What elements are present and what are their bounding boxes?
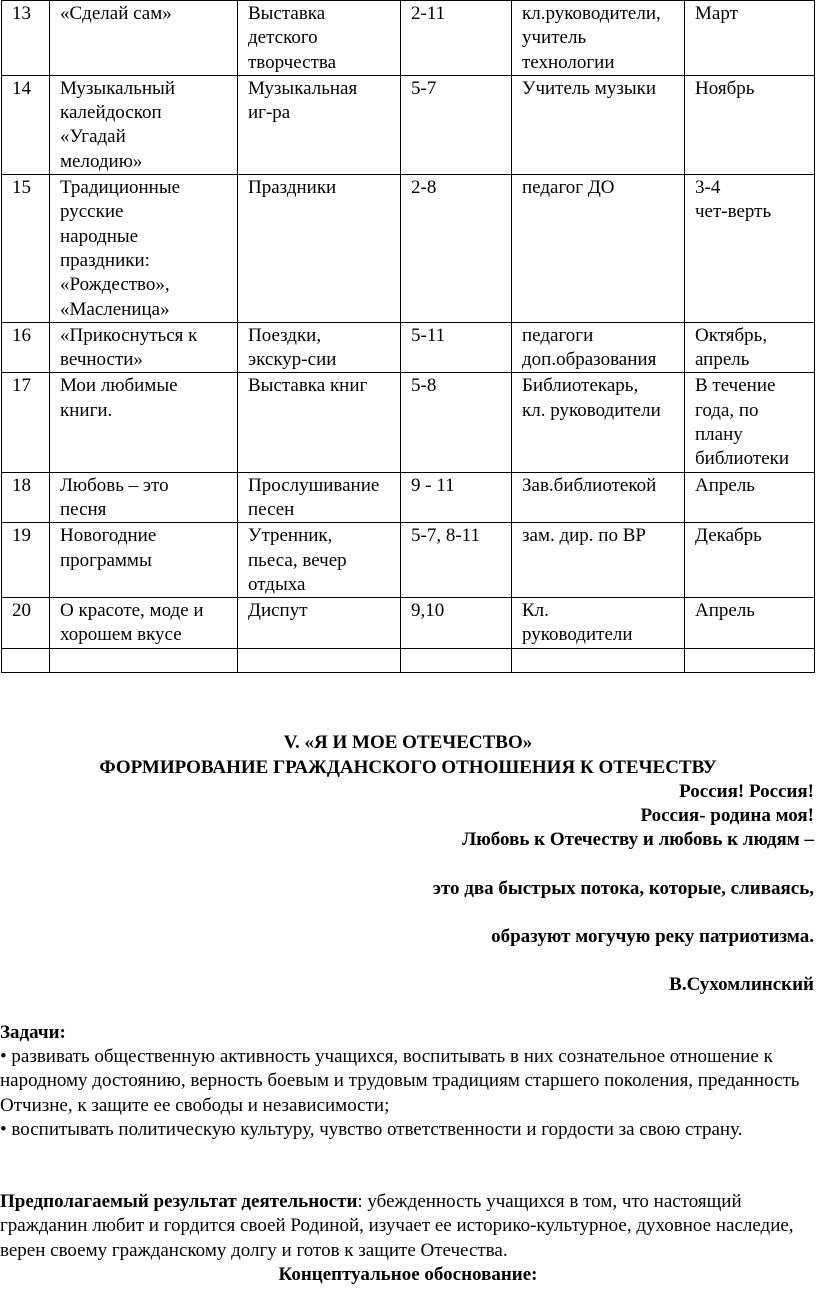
grades-cell: 2-8 xyxy=(401,175,512,323)
table-row xyxy=(2,1,815,76)
grades-cell: 9 - 11 xyxy=(401,472,512,523)
event-form-cell: Утренник, пьеса, вечер отдыха xyxy=(238,523,401,598)
row-number-cell xyxy=(2,648,50,672)
epigraph-line: Россия- родина моя! xyxy=(640,805,814,826)
event-title-cell: Традиционные русские народные праздники: «Рождество», «Масленица» xyxy=(50,175,238,323)
event-form-cell: Выставка книг xyxy=(238,373,401,472)
date-cell: Октябрь, апрель xyxy=(685,322,815,373)
responsible-cell: кл.руководители, учитель технологии xyxy=(512,1,685,76)
grades-cell xyxy=(401,648,512,672)
responsible-cell: Библиотекарь, кл. руководители xyxy=(512,373,685,472)
epigraph-line: это два быстрых потока, которые, сливаясь, xyxy=(432,878,814,899)
section-title: V. «Я И МОЕ ОТЕЧЕСТВО» xyxy=(283,732,533,753)
responsible-cell: Учитель музыки xyxy=(512,75,685,174)
date-cell: Апрель xyxy=(685,472,815,523)
date-cell: В течение года, по плану библиотеки xyxy=(685,373,815,472)
event-title-cell: Любовь – это песня xyxy=(50,472,238,523)
responsible-cell: педагог ДО xyxy=(512,175,685,323)
event-form-cell: Музыкальная иг-ра xyxy=(238,75,401,174)
events-table xyxy=(1,0,815,673)
event-title-cell: «Прикоснуться к вечности» xyxy=(50,322,238,373)
event-form-cell: Поездки, экскур-сии xyxy=(238,322,401,373)
table-row xyxy=(2,75,815,174)
responsible-cell: Кл. руководители xyxy=(512,598,685,649)
event-form-cell: Диспут xyxy=(238,598,401,649)
grades-cell: 5-8 xyxy=(401,373,512,472)
event-form-cell: Выставка детского творчества xyxy=(238,1,401,76)
expected-result-label: Предполагаемый результат деятельности xyxy=(0,1191,358,1212)
responsible-cell: педагоги доп.образования xyxy=(512,322,685,373)
table-row xyxy=(2,648,815,672)
date-cell: Март xyxy=(685,1,815,76)
row-number-cell: 20 xyxy=(2,598,50,649)
event-form-cell: Праздники xyxy=(238,175,401,323)
table-row xyxy=(2,472,815,523)
event-title-cell: Мои любимые книги. xyxy=(50,373,238,472)
expected-result-paragraph xyxy=(0,1190,812,1263)
table-row xyxy=(2,598,815,649)
task-item: • воспитывать политическую культуру, чувство ответственности и гордости за свою страну. xyxy=(0,1119,743,1140)
date-cell xyxy=(685,648,815,672)
epigraph-line: образуют могучую реку патриотизма. xyxy=(491,926,814,947)
event-title-cell: О красоте, моде и хорошем вкусе xyxy=(50,598,238,649)
grades-cell: 2-11 xyxy=(401,1,512,76)
row-number-cell: 17 xyxy=(2,373,50,472)
event-title-cell: Новогодние программы xyxy=(50,523,238,598)
grades-cell: 9,10 xyxy=(401,598,512,649)
expected-result-text: : убежденность учащихся в том, что настоящий гражданин любит и гордится своей Родиной, изучает ее историко-культурное, духовное наследие, верен своему гражданскому долгу и готов к защите Отечества. xyxy=(0,1191,794,1261)
grades-cell: 5-11 xyxy=(401,322,512,373)
row-number-cell: 13 xyxy=(2,1,50,76)
section-subtitle: ФОРМИРОВАНИЕ ГРАЖДАНСКОГО ОТНОШЕНИЯ К ОТЕЧЕСТВУ xyxy=(99,757,717,778)
event-title-cell xyxy=(50,648,238,672)
epigraph-line: Любовь к Отечеству и любовь к людям – xyxy=(462,829,814,850)
epigraph-line: Россия! Россия! xyxy=(679,781,814,802)
event-form-cell xyxy=(238,648,401,672)
table-row xyxy=(2,523,815,598)
grades-cell: 5-7, 8-11 xyxy=(401,523,512,598)
task-item: • развивать общественную активность учащихся, воспитывать в них сознательное отношение к народному достоянию, верность боевым и трудовым традициям старшего поколения, преданность Отчизне, к защите ее свободы и независимости; xyxy=(0,1046,800,1116)
date-cell: 3-4 чет-верть xyxy=(685,175,815,323)
responsible-cell: зам. дир. по ВР xyxy=(512,523,685,598)
table-row xyxy=(2,175,815,323)
row-number-cell: 15 xyxy=(2,175,50,323)
responsible-cell xyxy=(512,648,685,672)
concept-heading: Концептуальное обоснование: xyxy=(278,1264,538,1285)
table-row xyxy=(2,322,815,373)
event-title-cell: «Сделай сам» xyxy=(50,1,238,76)
row-number-cell: 19 xyxy=(2,523,50,598)
date-cell: Ноябрь xyxy=(685,75,815,174)
tasks-heading: Задачи: xyxy=(0,1022,66,1043)
event-title-cell: Музыкальный калейдоскоп «Угадай мелодию» xyxy=(50,75,238,174)
responsible-cell: Зав.библиотекой xyxy=(512,472,685,523)
grades-cell: 5-7 xyxy=(401,75,512,174)
event-form-cell: Прослушивание песен xyxy=(238,472,401,523)
date-cell: Декабрь xyxy=(685,523,815,598)
row-number-cell: 16 xyxy=(2,322,50,373)
date-cell: Апрель xyxy=(685,598,815,649)
row-number-cell: 18 xyxy=(2,472,50,523)
epigraph-author: В.Сухомлинский xyxy=(669,974,814,995)
row-number-cell: 14 xyxy=(2,75,50,174)
table-row xyxy=(2,373,815,472)
